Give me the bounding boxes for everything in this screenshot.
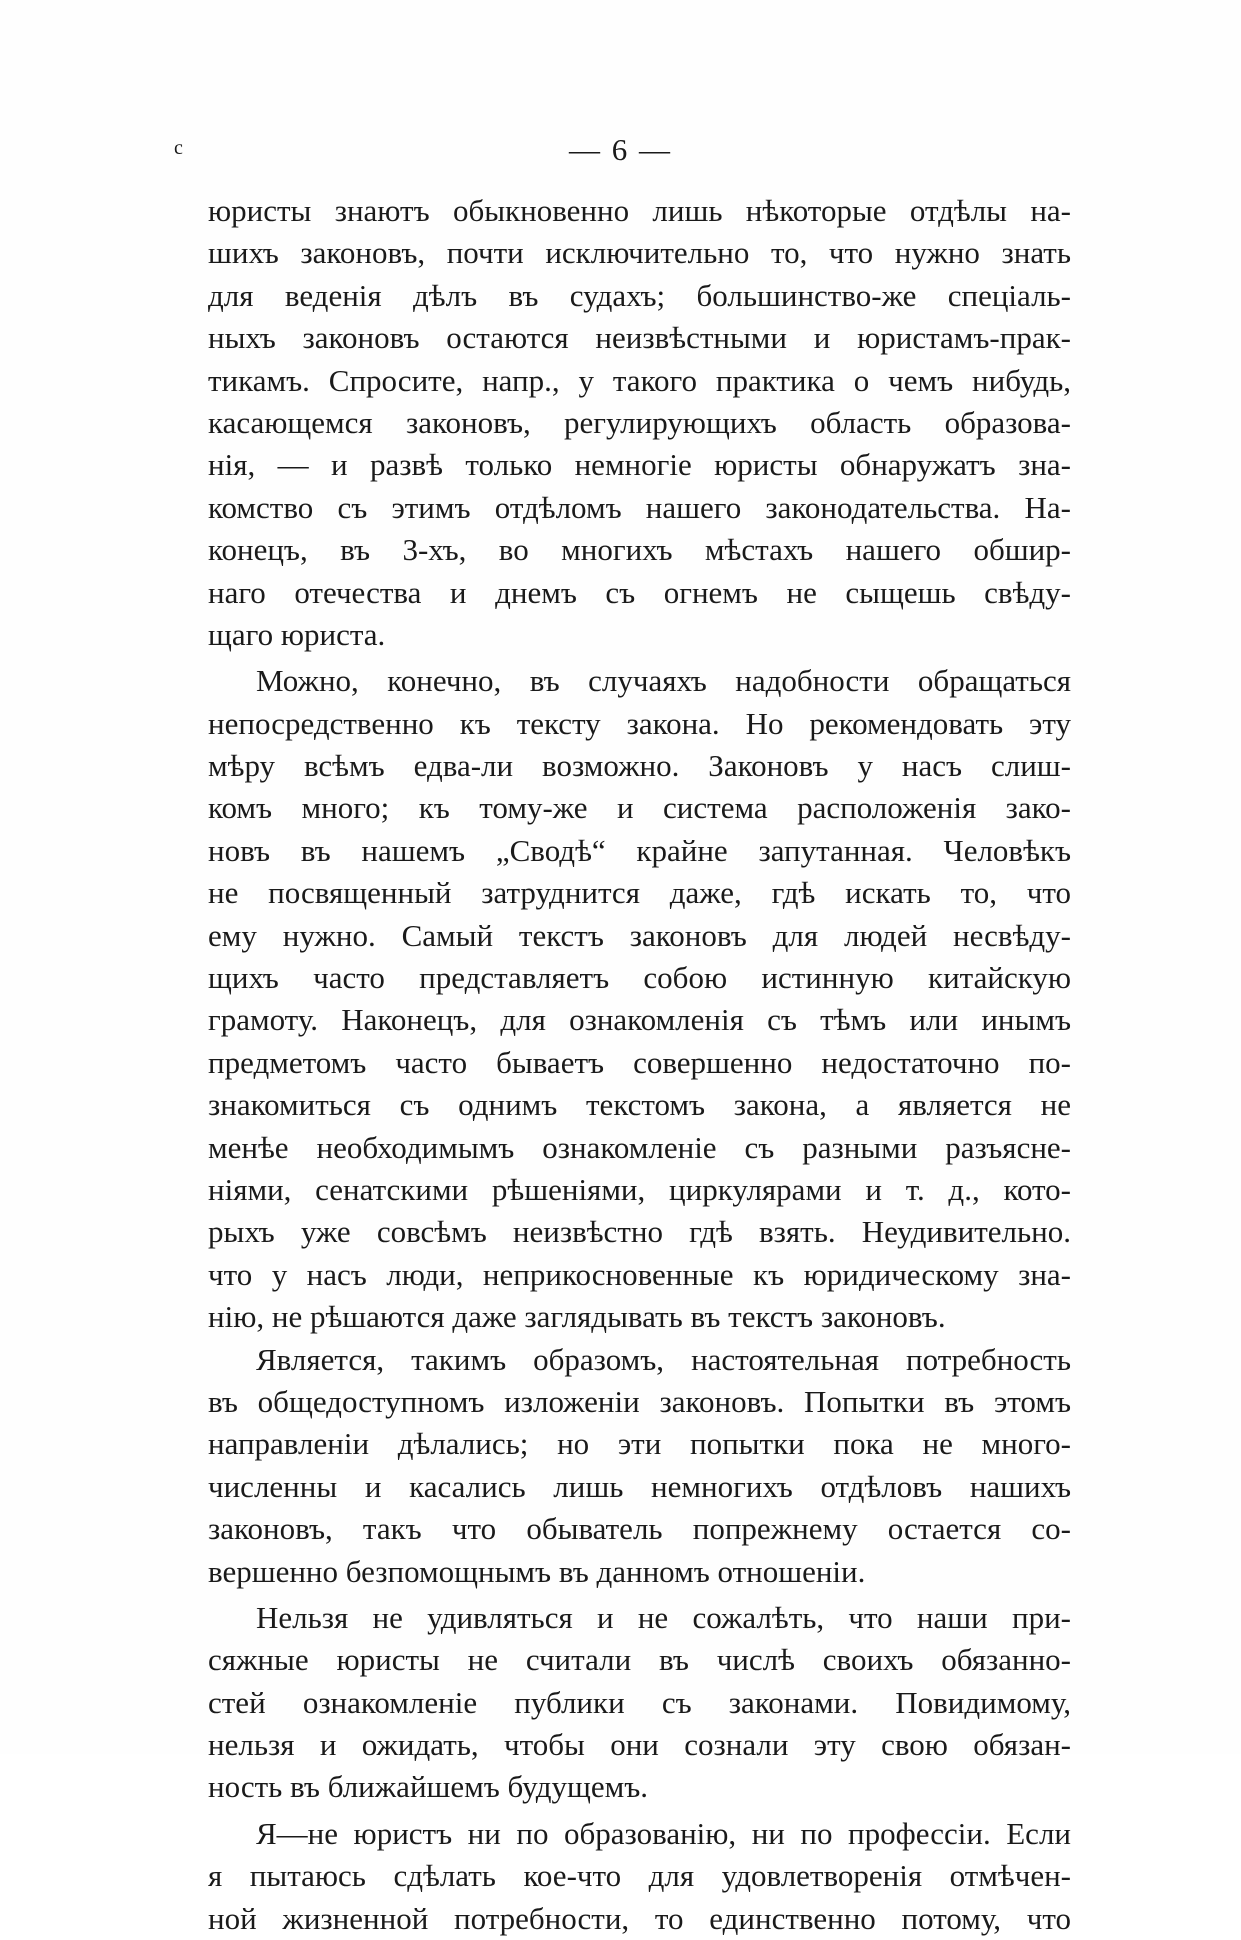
text-line: мѣру всѣмъ едва-ли возможно. Законовъ у насъ слиш- <box>208 748 1071 784</box>
text-line: Является, такимъ образомъ, настоятельная потребность <box>256 1341 1071 1377</box>
text-line: нельзя и ожидать, чтобы они сознали эту свою обязан- <box>208 1727 1071 1763</box>
text-line: не посвященный затруднится даже, гдѣ искать то, что <box>208 875 1071 911</box>
body-text <box>208 190 1071 1940</box>
text-line: я пытаюсь сдѣлать кое-что для удовлетворенія отмѣчен- <box>208 1858 1071 1894</box>
text-line: ной жизненной потребности, то единственно потому, что <box>208 1900 1071 1936</box>
text-line: Можно, конечно, въ случаяхъ надобности обращаться <box>256 663 1071 699</box>
text-line: ность въ ближайшемъ будущемъ. <box>208 1769 648 1805</box>
paragraph-4 <box>208 1597 1071 1809</box>
paragraph-5 <box>208 1813 1071 1940</box>
text-line: комство съ этимъ отдѣломъ нашего законодательства. На- <box>208 489 1071 525</box>
text-line: рыхъ уже совсѣмъ неизвѣстно гдѣ взять. Неудивительно. <box>208 1214 1071 1250</box>
text-line: для веденія дѣлъ въ судахъ; большинство-же спеціаль- <box>208 277 1071 313</box>
paragraph-2 <box>208 660 1071 1338</box>
page-mark: c <box>174 137 183 159</box>
text-line: комъ много; къ тому-же и система расположенія зако- <box>208 790 1071 826</box>
text-line: щихъ часто представляетъ собою истинную китайскую <box>208 960 1071 996</box>
text-line: касающемся законовъ, регулирующихъ область образова- <box>208 404 1071 440</box>
text-line: нія, — и развѣ только немногіе юристы обнаружатъ зна- <box>208 447 1071 483</box>
paragraph-3 <box>208 1339 1071 1593</box>
text-line: законовъ, такъ что обыватель попрежнему остается со- <box>208 1511 1071 1547</box>
text-line: юристы знаютъ обыкновенно лишь нѣкоторые отдѣлы на- <box>208 193 1071 228</box>
text-line: непосредственно къ тексту закона. Но рекомендовать эту <box>208 705 1071 741</box>
text-line: сяжные юристы не считали въ числѣ своихъ обязанно- <box>208 1642 1071 1678</box>
page-number: — 6 — <box>569 132 672 167</box>
text-line: ему нужно. Самый текстъ законовъ для людей несвѣду- <box>208 917 1071 953</box>
text-line: менѣе необходимымъ ознакомленіе съ разными разъясне- <box>208 1129 1071 1165</box>
paragraph-1 <box>208 190 1071 656</box>
text-line: направленіи дѣлались; но эти попытки пока не много- <box>208 1426 1071 1462</box>
text-line: шихъ законовъ, почти исключительно то, что нужно знать <box>208 235 1071 271</box>
text-line: нію, не рѣшаются даже заглядывать въ текстъ законовъ. <box>208 1299 946 1335</box>
text-line: ніями, сенатскими рѣшеніями, циркулярами и т. д., кото- <box>208 1171 1071 1207</box>
text-line: новъ въ нашемъ „Сводѣ“ крайне запутанная. Человѣкъ <box>208 832 1071 868</box>
text-line: грамоту. Наконецъ, для ознакомленія съ тѣмъ или инымъ <box>208 1002 1071 1038</box>
text-line: предметомъ часто бываетъ совершенно недостаточно по- <box>208 1044 1071 1080</box>
text-line: Я—не юристъ ни по образованію, ни по профессіи. Если <box>256 1815 1071 1851</box>
text-line: численны и касались лишь немногихъ отдѣловъ нашихъ <box>208 1468 1071 1504</box>
text-line: знакомиться съ однимъ текстомъ закона, а является не <box>208 1087 1071 1123</box>
text-line: Нельзя не удивляться и не сожалѣть, что наши при- <box>256 1599 1071 1635</box>
text-line: стей ознакомленіе публики съ законами. Повидимому, <box>208 1684 1071 1720</box>
text-line: что у насъ люди, неприкосновенные къ юридическому зна- <box>208 1256 1071 1292</box>
text-line: конецъ, въ 3-хъ, во многихъ мѣстахъ нашего обшир- <box>208 532 1071 568</box>
text-line: щаго юриста. <box>208 616 386 652</box>
text-line: въ общедоступномъ изложеніи законовъ. Попытки въ этомъ <box>208 1383 1071 1419</box>
text-line: ныхъ законовъ остаются неизвѣстными и юристамъ-прак- <box>208 320 1071 356</box>
text-line: тикамъ. Спросите, напр., у такого практика о чемъ нибудь, <box>208 362 1071 398</box>
text-line: вершенно безпомощнымъ въ данномъ отношеніи. <box>208 1553 866 1589</box>
text-line: наго отечества и днемъ съ огнемъ не сыщешь свѣду- <box>208 574 1071 610</box>
